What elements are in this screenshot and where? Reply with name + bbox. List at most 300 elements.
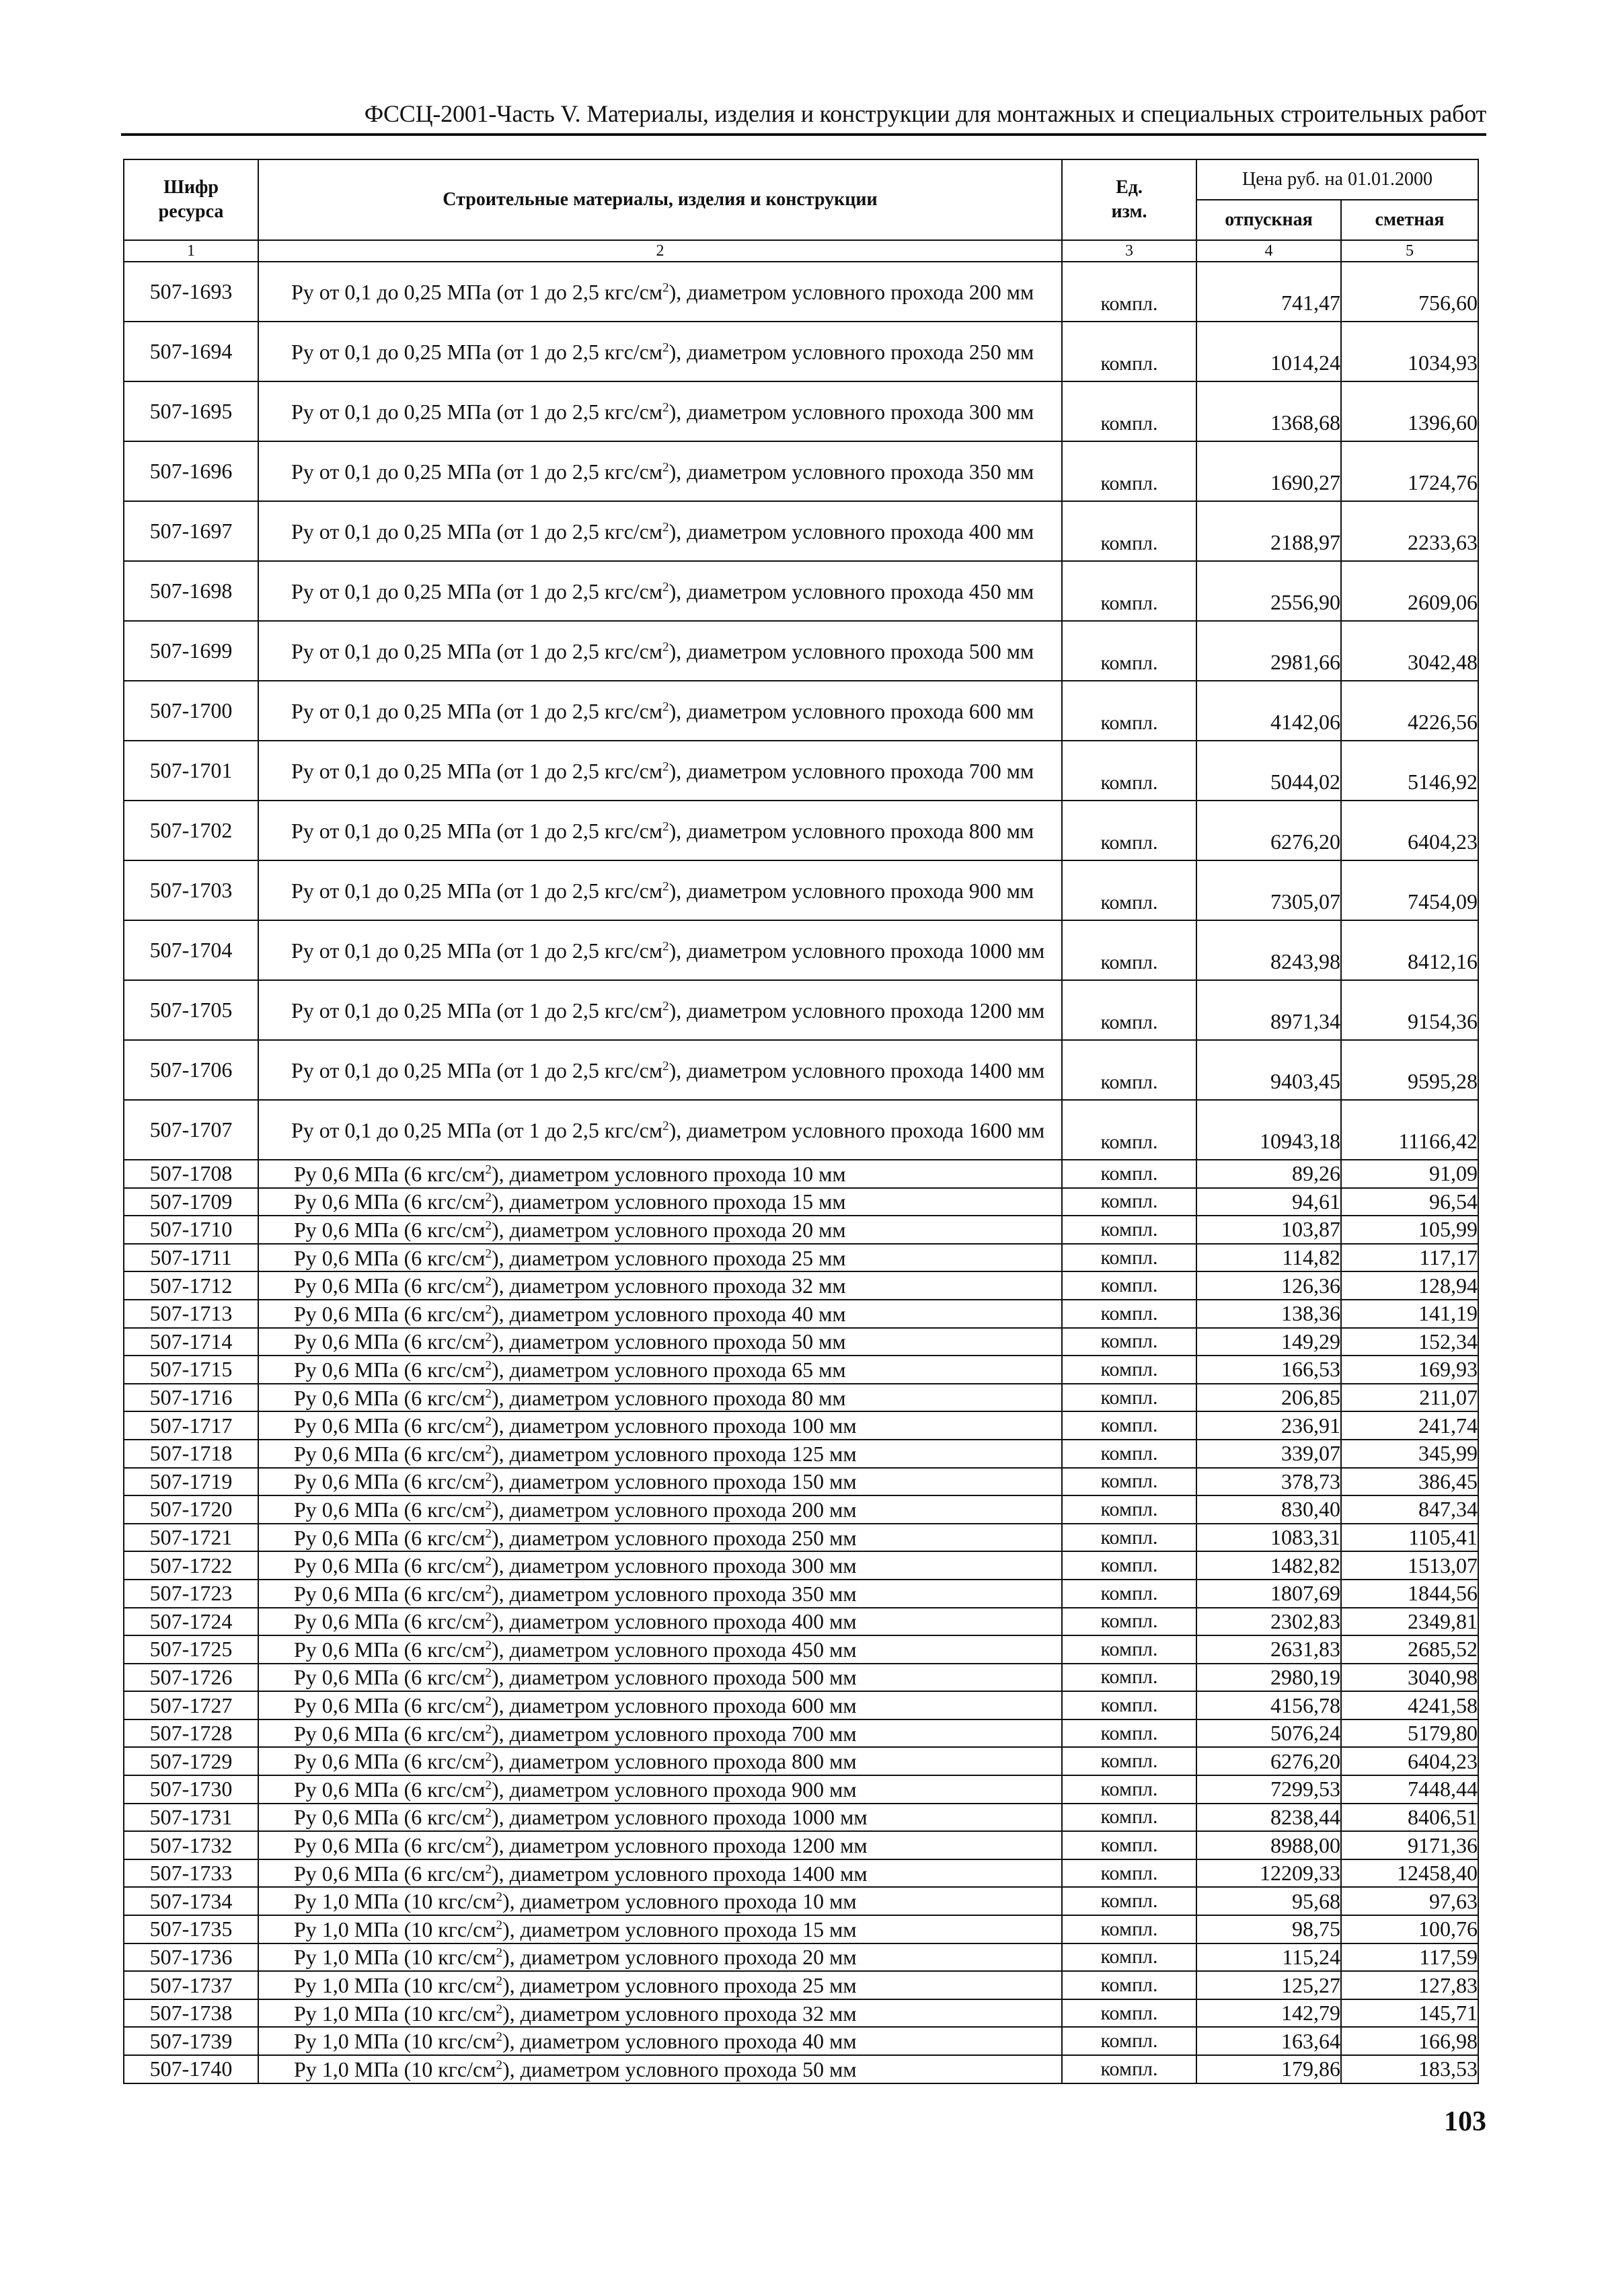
material-description — [258, 1691, 1062, 1719]
unit-exponent: 2 — [496, 1918, 502, 1933]
release-price: 163,64 — [1196, 2027, 1341, 2055]
table-row — [124, 681, 1478, 741]
release-price: 2981,66 — [1196, 621, 1341, 681]
table-row — [124, 2055, 1478, 2083]
description-text: Ру от 0,1 до 0,25 МПа (от 1 до 2,5 кгс/см — [291, 519, 663, 544]
description-text: Ру 1,0 МПа (10 кгс/см — [294, 1945, 496, 1970]
table-row — [124, 1188, 1478, 1216]
description-text-rest: ), диаметром условного прохода 200 мм — [491, 1497, 857, 1522]
estimate-price: 117,17 — [1341, 1244, 1478, 1272]
description-text-rest: ), диаметром условного прохода 600 мм — [669, 698, 1034, 723]
table-row — [124, 322, 1478, 381]
estimate-price: 117,59 — [1341, 1943, 1478, 1972]
table-row — [124, 441, 1478, 501]
description-text: Ру 0,6 МПа (6 кгс/см — [294, 1581, 486, 1606]
resource-code: 507-1734 — [124, 1887, 258, 1915]
unit-exponent: 2 — [485, 1330, 492, 1345]
unit-exponent: 2 — [485, 1722, 492, 1737]
material-description — [258, 501, 1062, 561]
table-row — [124, 980, 1478, 1040]
unit-of-measure: компл. — [1062, 441, 1196, 501]
table-row — [124, 1160, 1478, 1188]
release-price: 8971,34 — [1196, 980, 1341, 1040]
unit-of-measure: компл. — [1062, 860, 1196, 920]
unit-exponent: 2 — [485, 1442, 492, 1457]
description-text-rest: ), диаметром условного прохода 100 мм — [491, 1413, 857, 1438]
unit-of-measure: компл. — [1062, 2027, 1196, 2055]
unit-of-measure: компл. — [1062, 1188, 1196, 1216]
unit-exponent: 2 — [662, 459, 669, 474]
column-number: 5 — [1341, 240, 1478, 262]
resource-code: 507-1696 — [124, 441, 258, 501]
material-description — [258, 1971, 1062, 1999]
release-price: 115,24 — [1196, 1943, 1341, 1972]
material-description — [258, 1328, 1062, 1356]
description-text: Ру 0,6 МПа (6 кгс/см — [294, 1469, 486, 1494]
resource-code: 507-1709 — [124, 1188, 258, 1216]
release-price: 8988,00 — [1196, 1831, 1341, 1859]
unit-of-measure: компл. — [1062, 1831, 1196, 1859]
table-row — [124, 1411, 1478, 1440]
description-text: Ру 1,0 МПа (10 кгс/см — [294, 1917, 496, 1941]
description-text-rest: ), диаметром условного прохода 800 мм — [491, 1749, 857, 1774]
release-price: 4156,78 — [1196, 1691, 1341, 1719]
resource-code: 507-1726 — [124, 1664, 258, 1692]
unit-exponent: 2 — [662, 998, 669, 1013]
material-description — [258, 621, 1062, 681]
description-text-rest: ), диаметром условного прохода 50 мм — [491, 1329, 846, 1354]
description-text-rest: ), диаметром условного прохода 20 мм — [491, 1217, 846, 1242]
description-text: Ру 0,6 МПа (6 кгс/см — [294, 1833, 486, 1858]
resource-code: 507-1699 — [124, 621, 258, 681]
material-description — [258, 1664, 1062, 1692]
release-price: 98,75 — [1196, 1915, 1341, 1943]
resource-code: 507-1724 — [124, 1608, 258, 1636]
material-description — [258, 1831, 1062, 1859]
release-price: 10943,18 — [1196, 1100, 1341, 1160]
description-text: Ру 0,6 МПа (6 кгс/см — [294, 1413, 486, 1438]
estimate-price: 2609,06 — [1341, 561, 1478, 621]
unit-exponent: 2 — [485, 1498, 492, 1513]
unit-exponent: 2 — [485, 1358, 492, 1373]
resource-code: 507-1723 — [124, 1580, 258, 1608]
unit-exponent: 2 — [485, 1834, 492, 1849]
estimate-price: 2685,52 — [1341, 1635, 1478, 1664]
estimate-price: 166,98 — [1341, 2027, 1478, 2055]
resource-code: 507-1731 — [124, 1804, 258, 1832]
unit-exponent: 2 — [662, 1118, 669, 1133]
unit-of-measure: компл. — [1062, 681, 1196, 741]
table-body — [124, 262, 1478, 2083]
release-price: 1368,68 — [1196, 381, 1341, 441]
description-text: Ру от 0,1 до 0,25 МПа (от 1 до 2,5 кгс/см — [291, 818, 663, 843]
table-row — [124, 1999, 1478, 2028]
description-text-rest: ), диаметром условного прохода 900 мм — [669, 878, 1034, 903]
table-row — [124, 262, 1478, 322]
estimate-price: 105,99 — [1341, 1216, 1478, 1244]
description-text-rest: ), диаметром условного прохода 400 мм — [669, 519, 1034, 544]
table-row — [124, 801, 1478, 860]
unit-exponent: 2 — [485, 1302, 492, 1317]
material-description — [258, 1495, 1062, 1524]
material-description — [258, 1943, 1062, 1972]
release-price: 9403,45 — [1196, 1040, 1341, 1100]
unit-exponent: 2 — [662, 1058, 669, 1073]
unit-exponent: 2 — [496, 1946, 502, 1960]
estimate-price: 12458,40 — [1341, 1859, 1478, 1888]
description-text-rest: ), диаметром условного прохода 400 мм — [491, 1609, 857, 1634]
estimate-price: 8406,51 — [1341, 1804, 1478, 1832]
unit-of-measure: компл. — [1062, 1100, 1196, 1160]
release-price: 378,73 — [1196, 1468, 1341, 1496]
resource-code: 507-1710 — [124, 1216, 258, 1244]
description-text: Ру 0,6 МПа (6 кгс/см — [294, 1749, 486, 1774]
unit-exponent: 2 — [662, 519, 669, 534]
release-price: 95,68 — [1196, 1887, 1341, 1915]
unit-exponent: 2 — [496, 2058, 502, 2073]
material-description — [258, 1160, 1062, 1188]
unit-of-measure: компл. — [1062, 1244, 1196, 1272]
unit-exponent: 2 — [662, 280, 669, 295]
table-row — [124, 1495, 1478, 1524]
table-row — [124, 1216, 1478, 1244]
material-description — [258, 1804, 1062, 1832]
description-text-rest: ), диаметром условного прохода 1200 мм — [669, 998, 1045, 1023]
unit-of-measure: компл. — [1062, 1691, 1196, 1719]
unit-of-measure: компл. — [1062, 1411, 1196, 1440]
unit-exponent: 2 — [485, 1218, 492, 1233]
release-price: 126,36 — [1196, 1271, 1341, 1300]
unit-of-measure: компл. — [1062, 501, 1196, 561]
table-row — [124, 1664, 1478, 1692]
description-text-rest: ), диаметром условного прохода 700 мм — [669, 758, 1034, 783]
table-row — [124, 1971, 1478, 1999]
material-description — [258, 1775, 1062, 1804]
page-number: 103 — [1444, 2106, 1486, 2137]
description-text: Ру 0,6 МПа (6 кгс/см — [294, 1525, 486, 1550]
table-row — [124, 1524, 1478, 1552]
description-text-rest: ), диаметром условного прохода 25 мм — [491, 1245, 846, 1270]
description-text-rest: ), диаметром условного прохода 15 мм — [502, 1917, 857, 1941]
table-header — [124, 159, 1478, 262]
material-description — [258, 1999, 1062, 2028]
resource-code: 507-1737 — [124, 1971, 258, 1999]
estimate-price: 9154,36 — [1341, 980, 1478, 1040]
estimate-price: 4226,56 — [1341, 681, 1478, 741]
estimate-price: 1034,93 — [1341, 322, 1478, 381]
material-description — [258, 1747, 1062, 1775]
release-price: 6276,20 — [1196, 801, 1341, 860]
unit-of-measure: компл. — [1062, 1775, 1196, 1804]
description-text-rest: ), диаметром условного прохода 25 мм — [502, 1973, 857, 1998]
resource-code: 507-1702 — [124, 801, 258, 860]
estimate-price: 8412,16 — [1341, 920, 1478, 980]
unit-of-measure: компл. — [1062, 1804, 1196, 1832]
estimate-price: 152,34 — [1341, 1328, 1478, 1356]
description-text: Ру 0,6 МПа (6 кгс/см — [294, 1189, 486, 1214]
release-price: 12209,33 — [1196, 1859, 1341, 1888]
unit-exponent: 2 — [485, 1861, 492, 1876]
unit-of-measure: компл. — [1062, 980, 1196, 1040]
estimate-price: 1105,41 — [1341, 1524, 1478, 1552]
resource-code: 507-1719 — [124, 1468, 258, 1496]
material-description — [258, 1271, 1062, 1300]
resource-code: 507-1733 — [124, 1859, 258, 1888]
resource-code: 507-1706 — [124, 1040, 258, 1100]
description-text: Ру 0,6 МПа (6 кгс/см — [294, 1497, 486, 1522]
resource-code: 507-1729 — [124, 1747, 258, 1775]
resource-code: 507-1716 — [124, 1384, 258, 1412]
description-text: Ру от 0,1 до 0,25 МПа (от 1 до 2,5 кгс/см — [291, 758, 663, 783]
material-description — [258, 681, 1062, 741]
table-row — [124, 741, 1478, 801]
resource-code: 507-1715 — [124, 1356, 258, 1384]
description-text-rest: ), диаметром условного прохода 1600 мм — [669, 1117, 1045, 1142]
estimate-price: 2349,81 — [1341, 1608, 1478, 1636]
unit-of-measure: компл. — [1062, 1160, 1196, 1188]
release-price: 2302,83 — [1196, 1608, 1341, 1636]
description-text: Ру от 0,1 до 0,25 МПа (от 1 до 2,5 кгс/см — [291, 1117, 663, 1142]
unit-exponent: 2 — [662, 579, 669, 594]
resource-code: 507-1705 — [124, 980, 258, 1040]
material-description — [258, 801, 1062, 860]
description-text: Ру от 0,1 до 0,25 МПа (от 1 до 2,5 кгс/см — [291, 1058, 663, 1082]
description-text: Ру 0,6 МПа (6 кгс/см — [294, 1553, 486, 1578]
unit-exponent: 2 — [485, 1694, 492, 1709]
release-price: 1014,24 — [1196, 322, 1341, 381]
description-text: Ру 1,0 МПа (10 кгс/см — [294, 1889, 496, 1914]
estimate-price: 241,74 — [1341, 1411, 1478, 1440]
resource-code: 507-1725 — [124, 1635, 258, 1664]
estimate-price: 6404,23 — [1341, 1747, 1478, 1775]
material-description — [258, 262, 1062, 322]
description-text: Ру 0,6 МПа (6 кгс/см — [294, 1245, 486, 1270]
estimate-price: 1844,56 — [1341, 1580, 1478, 1608]
estimate-price: 1513,07 — [1341, 1551, 1478, 1580]
unit-of-measure: компл. — [1062, 1664, 1196, 1692]
description-text: Ру 0,6 МПа (6 кгс/см — [294, 1721, 486, 1746]
unit-exponent: 2 — [485, 1666, 492, 1680]
unit-of-measure: компл. — [1062, 1356, 1196, 1384]
unit-of-measure: компл. — [1062, 381, 1196, 441]
release-price: 89,26 — [1196, 1160, 1341, 1188]
estimate-price: 169,93 — [1341, 1356, 1478, 1384]
resource-code: 507-1721 — [124, 1524, 258, 1552]
table-row — [124, 1580, 1478, 1608]
col-header-code-line1: Шифр — [163, 177, 219, 198]
description-text-rest: ), диаметром условного прохода 10 мм — [491, 1161, 846, 1186]
description-text: Ру 0,6 МПа (6 кгс/см — [294, 1385, 486, 1410]
table-row — [124, 860, 1478, 920]
column-number: 1 — [124, 240, 258, 262]
description-text-rest: ), диаметром условного прохода 1400 мм — [669, 1058, 1045, 1082]
description-text-rest: ), диаметром условного прохода 1200 мм — [491, 1833, 868, 1858]
release-price: 1807,69 — [1196, 1580, 1341, 1608]
unit-of-measure: компл. — [1062, 1915, 1196, 1943]
table-row — [124, 1300, 1478, 1328]
description-text: Ру 0,6 МПа (6 кгс/см — [294, 1861, 486, 1886]
unit-of-measure: компл. — [1062, 1719, 1196, 1748]
table-row — [124, 1887, 1478, 1915]
estimate-price: 4241,58 — [1341, 1691, 1478, 1719]
description-text-rest: ), диаметром условного прохода 300 мм — [669, 399, 1034, 424]
unit-exponent: 2 — [485, 1778, 492, 1793]
table-row — [124, 1915, 1478, 1943]
estimate-price: 9595,28 — [1341, 1040, 1478, 1100]
unit-exponent: 2 — [662, 819, 669, 834]
resource-code: 507-1720 — [124, 1495, 258, 1524]
description-text: Ру от 0,1 до 0,25 МПа (от 1 до 2,5 кгс/см — [291, 339, 663, 364]
release-price: 2980,19 — [1196, 1664, 1341, 1692]
unit-of-measure: компл. — [1062, 801, 1196, 860]
unit-of-measure: компл. — [1062, 1999, 1196, 2028]
unit-exponent: 2 — [485, 1246, 492, 1261]
col-header-price-group: Цена руб. на 01.01.2000 — [1196, 159, 1478, 200]
resource-code: 507-1738 — [124, 1999, 258, 2028]
table-row — [124, 1719, 1478, 1748]
unit-of-measure: компл. — [1062, 1440, 1196, 1468]
unit-of-measure: компл. — [1062, 1635, 1196, 1664]
description-text: Ру 0,6 МПа (6 кгс/см — [294, 1805, 486, 1830]
table-row — [124, 1356, 1478, 1384]
release-price: 125,27 — [1196, 1971, 1341, 1999]
unit-exponent: 2 — [485, 1806, 492, 1820]
col-header-code — [124, 159, 258, 240]
description-text: Ру от 0,1 до 0,25 МПа (от 1 до 2,5 кгс/см — [291, 399, 663, 424]
description-text-rest: ), диаметром условного прохода 40 мм — [502, 2029, 857, 2054]
unit-of-measure: компл. — [1062, 1608, 1196, 1636]
resource-code: 507-1714 — [124, 1328, 258, 1356]
resource-code: 507-1700 — [124, 681, 258, 741]
table-row — [124, 1440, 1478, 1468]
table-row — [124, 1691, 1478, 1719]
resource-code: 507-1713 — [124, 1300, 258, 1328]
estimate-price: 211,07 — [1341, 1384, 1478, 1412]
estimate-price: 96,54 — [1341, 1188, 1478, 1216]
release-price: 206,85 — [1196, 1384, 1341, 1412]
material-description — [258, 561, 1062, 621]
estimate-price: 756,60 — [1341, 262, 1478, 322]
release-price: 8243,98 — [1196, 920, 1341, 980]
unit-of-measure: компл. — [1062, 1271, 1196, 1300]
material-description — [258, 860, 1062, 920]
unit-exponent: 2 — [485, 1190, 492, 1205]
unit-of-measure: компл. — [1062, 920, 1196, 980]
estimate-price: 183,53 — [1341, 2055, 1478, 2083]
description-text: Ру от 0,1 до 0,25 МПа (от 1 до 2,5 кгс/см — [291, 579, 663, 603]
col-header-unit — [1062, 159, 1196, 240]
resource-code: 507-1693 — [124, 262, 258, 322]
table-row — [124, 1100, 1478, 1160]
resource-code: 507-1698 — [124, 561, 258, 621]
unit-exponent: 2 — [662, 639, 669, 654]
release-price: 830,40 — [1196, 1495, 1341, 1524]
col-header-unit-line1: Ед. — [1116, 177, 1143, 198]
estimate-price: 3040,98 — [1341, 1664, 1478, 1692]
release-price: 149,29 — [1196, 1328, 1341, 1356]
description-text-rest: ), диаметром условного прохода 40 мм — [491, 1301, 846, 1326]
description-text: Ру от 0,1 до 0,25 МПа (от 1 до 2,5 кгс/см — [291, 878, 663, 903]
table-row — [124, 1859, 1478, 1888]
col-header-estimate-price: сметная — [1341, 200, 1478, 240]
table-row — [124, 1608, 1478, 1636]
resource-code: 507-1722 — [124, 1551, 258, 1580]
estimate-price: 5146,92 — [1341, 741, 1478, 801]
release-price: 1482,82 — [1196, 1551, 1341, 1580]
material-description — [258, 1915, 1062, 1943]
description-text-rest: ), диаметром условного прохода 50 мм — [502, 2057, 857, 2081]
release-price: 339,07 — [1196, 1440, 1341, 1468]
description-text-rest: ), диаметром условного прохода 450 мм — [669, 579, 1034, 603]
unit-exponent: 2 — [662, 938, 669, 953]
estimate-price: 345,99 — [1341, 1440, 1478, 1468]
description-text: Ру от 0,1 до 0,25 МПа (от 1 до 2,5 кгс/см — [291, 459, 663, 484]
unit-of-measure: компл. — [1062, 1040, 1196, 1100]
description-text-rest: ), диаметром условного прохода 200 мм — [669, 279, 1034, 304]
description-text-rest: ), диаметром условного прохода 15 мм — [491, 1189, 846, 1214]
release-price: 2188,97 — [1196, 501, 1341, 561]
material-description — [258, 1887, 1062, 1915]
release-price: 1690,27 — [1196, 441, 1341, 501]
unit-exponent: 2 — [496, 1974, 502, 1989]
release-price: 179,86 — [1196, 2055, 1341, 2083]
unit-exponent: 2 — [485, 1554, 492, 1569]
unit-exponent: 2 — [662, 400, 669, 414]
col-header-unit-line2: изм. — [1111, 201, 1147, 222]
estimate-price: 2233,63 — [1341, 501, 1478, 561]
estimate-price: 7448,44 — [1341, 1775, 1478, 1804]
release-price: 5076,24 — [1196, 1719, 1341, 1748]
estimate-price: 11166,42 — [1341, 1100, 1478, 1160]
description-text-rest: ), диаметром условного прохода 250 мм — [669, 339, 1034, 364]
header-rule — [121, 133, 1486, 136]
material-description — [258, 381, 1062, 441]
material-description — [258, 1411, 1062, 1440]
description-text: Ру 0,6 МПа (6 кгс/см — [294, 1329, 486, 1354]
description-text: Ру 0,6 МПа (6 кгс/см — [294, 1273, 486, 1298]
resource-code: 507-1717 — [124, 1411, 258, 1440]
table-row — [124, 1943, 1478, 1972]
estimate-price: 5179,80 — [1341, 1719, 1478, 1748]
unit-of-measure: компл. — [1062, 2055, 1196, 2083]
table-row — [124, 561, 1478, 621]
unit-exponent: 2 — [485, 1526, 492, 1541]
description-text: Ру 1,0 МПа (10 кгс/см — [294, 2057, 496, 2081]
table-row — [124, 2027, 1478, 2055]
material-description — [258, 1040, 1062, 1100]
description-text-rest: ), диаметром условного прохода 600 мм — [491, 1693, 857, 1718]
description-text: Ру 0,6 МПа (6 кгс/см — [294, 1609, 486, 1634]
running-header: ФССЦ-2001-Часть V. Материалы, изделия и конструкции для монтажных и специальных строительных работ — [364, 100, 1486, 127]
release-price: 6276,20 — [1196, 1747, 1341, 1775]
table-row — [124, 1468, 1478, 1496]
description-text: Ру 0,6 МПа (6 кгс/см — [294, 1301, 486, 1326]
table-row — [124, 1040, 1478, 1100]
release-price: 103,87 — [1196, 1216, 1341, 1244]
description-text: Ру 0,6 МПа (6 кгс/см — [294, 1357, 486, 1382]
column-number-row — [124, 240, 1478, 262]
col-header-description: Строительные материалы, изделия и конструкции — [258, 159, 1062, 240]
estimate-price: 127,83 — [1341, 1971, 1478, 1999]
table-row — [124, 1831, 1478, 1859]
unit-of-measure: компл. — [1062, 1300, 1196, 1328]
material-description — [258, 1468, 1062, 1496]
description-text-rest: ), диаметром условного прохода 500 мм — [491, 1665, 857, 1690]
resource-code: 507-1711 — [124, 1244, 258, 1272]
resource-code: 507-1736 — [124, 1943, 258, 1972]
material-description — [258, 1551, 1062, 1580]
resource-code: 507-1732 — [124, 1831, 258, 1859]
